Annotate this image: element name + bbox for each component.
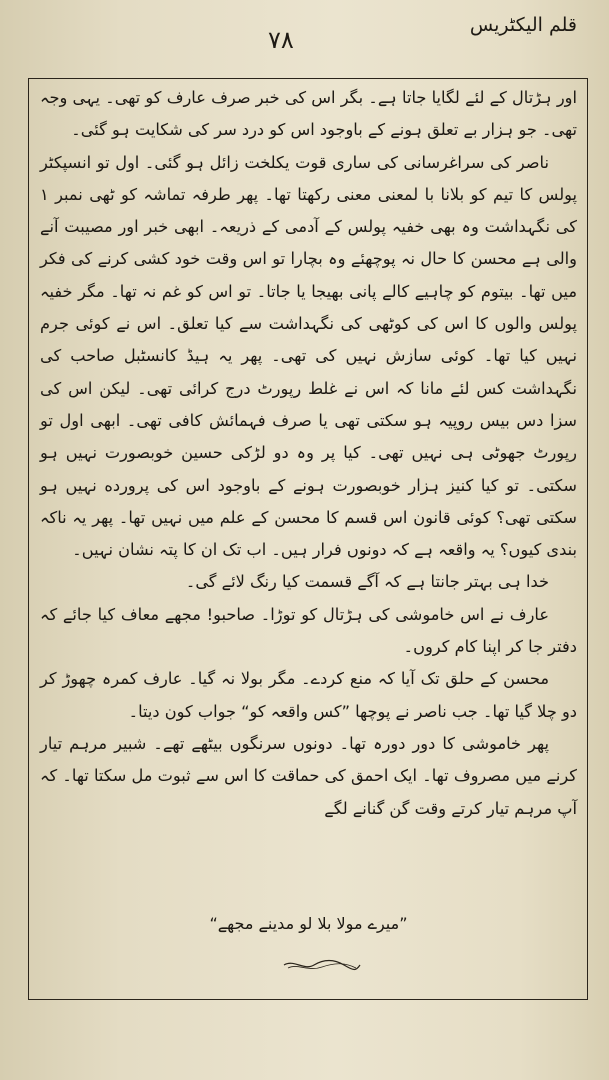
paragraph-6: پھر خاموشی کا دور دورہ تھا۔ دونوں سرنگوں بیٹھے تھے۔ شبیر مرہم تیار کرنے میں مصروف تھا۔ ایک احمق کی حماقت کا اس سے ثبوت مل سکتا تھا۔ کہ آپ مرہم تیار کرتے وقت گن گنانے لگے xyxy=(40,733,577,818)
running-header-title: قلم الیکٹریس xyxy=(469,14,577,36)
page-number: ۷۸ xyxy=(268,26,294,54)
closing-verse: ”میرے مولا بلا لو مدینے مجھے“ xyxy=(209,914,408,933)
paragraph-1: اور ہڑتال کے لئے لگایا جاتا ہے۔ بگر اس کی خبر صرف عارف کو تھی۔ یہی وجہ تھی۔ جو ہزار بے تعلق ہونے کے باوجود اس کو درد سر کی شکایت ہو گئی۔ xyxy=(40,88,577,140)
ornamental-flourish xyxy=(282,958,362,972)
paragraph-2: ناصر کی سراغرسانی کی ساری قوت یکلخت زائل ہو گئی۔ اول تو انسپکٹر پولس کا تیم کو بلانا با لمعنی معنی رکھتا تھا۔ پھر طرفہ تماشہ کو ٹھی نمبر ۱ کی نگہداشت وہ بھی خفیہ پولس کے آدمی کے ذریعہ۔ ابھی خبر اور مصیبت آنے والی ہے محسن کا حال نہ پوچھئے وہ بچارا تو اس وقت خود کشی کرنے کی فکر میں تھا۔ بیتوم کو چاہیے کالے پانی بھیجا یا جاتا۔ تو اس کو غم نہ تھا۔ مگر خفیہ پولس والوں کا اس کی کوٹھی کی نگہداشت سے کیا تعلق۔ اس نے کوئی جرم نہیں کیا تھا۔ کوئی سازش نہیں کی تھی۔ پھر یہ ہیڈ کانسٹبل صاحب کی نگہداشت کس لئے مانا کہ اس نے غلط رپورٹ درج کرائی تھی۔ لیکن اس کی سزا دس بیس روپیہ ہو سکتی تھی یا صرف فہمائش کافی تھی۔ ابھی اول تو رپورٹ جھوٹی ہی نہیں تھی۔ کیا پر وہ دو لڑکی حسین خوبصورت نہیں ہو سکتی۔ تو کیا کنیز ہزار خوبصورت ہونے کے باوجود اس کی پرورده نہیں ہو سکتی تھی؟ کوئی قانون اس قسم کا محسن کے علم میں نہیں تھا۔ پھر یہ ناکہ بندی کیوں؟ یہ واقعہ ہے کہ دونوں فرار ہیں۔ اب تک ان کا پتہ نشان نہیں۔ xyxy=(40,152,577,560)
paragraph-5: محسن کے حلق تک آیا کہ منع کردے۔ مگر بولا نہ گیا۔ عارف کمرہ چھوڑ کر دو چلا گیا تھا۔ جب ناصر نے پوچھا ”کس واقعہ کو“ جواب کون دیتا۔ xyxy=(40,669,577,721)
paragraph-3: خدا ہی بہتر جانتا ہے کہ آگے قسمت کیا رنگ لائے گی۔ xyxy=(185,572,549,592)
paragraph-4: عارف نے اس خاموشی کی ہڑتال کو توڑا۔ صاحبو! مجھے معاف کیا جائے کہ دفتر جا کر اپنا کام کروں۔ xyxy=(40,604,577,657)
body-text xyxy=(40,82,577,825)
